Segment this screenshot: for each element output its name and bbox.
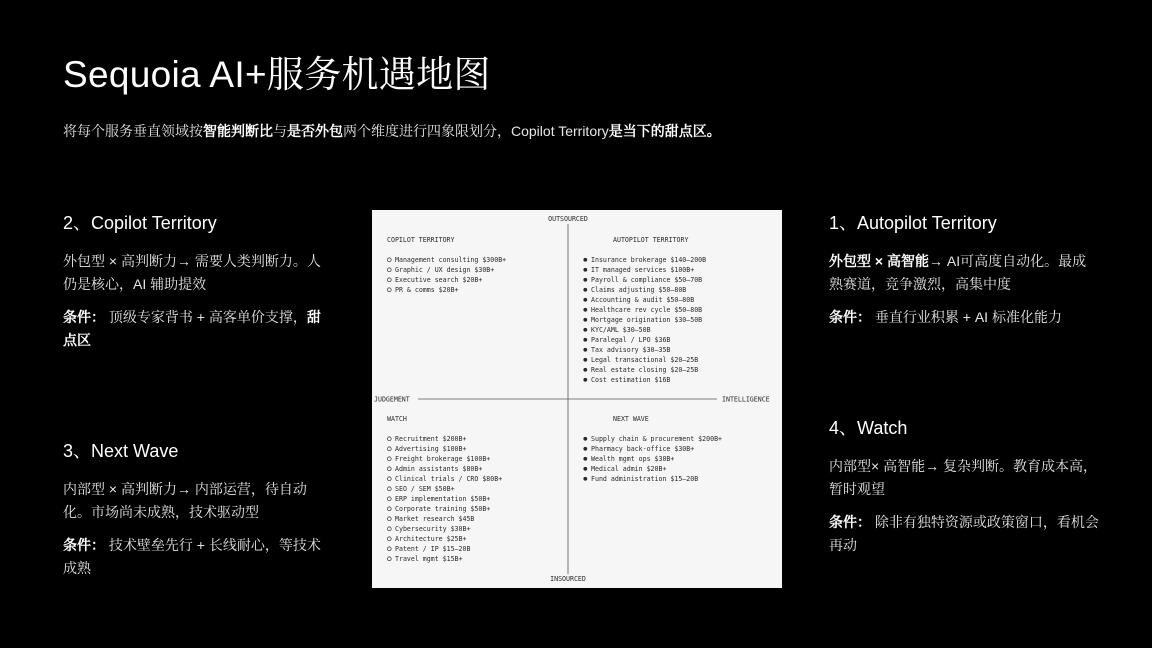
open-bullet-icon — [387, 547, 391, 551]
quadrant-item: Paralegal / LPO $36B — [591, 336, 671, 344]
axis-label-outsourced: OUTSOURCED — [548, 215, 588, 223]
subtitle-part: 是否外包 — [287, 123, 343, 139]
quadrant-item: Claims adjusting $50–80B — [591, 286, 687, 294]
autopilot-card — [829, 209, 1099, 329]
subtitle-part: 将每个服务垂直领域按 — [63, 123, 203, 139]
quadrant-item: Pharmacy back-office $30B+ — [591, 445, 695, 453]
open-bullet-icon — [387, 527, 391, 531]
page-title: Sequoia AI+服务机遇地图 — [63, 54, 491, 95]
nextwave-card — [63, 437, 333, 580]
filled-bullet-icon — [583, 378, 587, 382]
quadrant-title-top-left: COPILOT TERRITORY — [387, 236, 455, 244]
watch-heading: 4、Watch — [829, 418, 908, 438]
quadrant-item: Payroll & compliance $50–70B — [591, 276, 703, 284]
subtitle-part: 与 — [273, 123, 287, 139]
quadrant-svg — [372, 210, 782, 588]
quadrant-item: Medical admin $20B+ — [591, 465, 667, 473]
autopilot-heading: 1、Autopilot Territory — [829, 213, 997, 233]
filled-bullet-icon — [583, 258, 587, 262]
quadrant-item: Tax advisory $30–35B — [591, 346, 671, 354]
filled-bullet-icon — [583, 318, 587, 322]
filled-bullet-icon — [583, 298, 587, 302]
filled-bullet-icon — [583, 477, 587, 481]
filled-bullet-icon — [583, 447, 587, 451]
filled-bullet-icon — [583, 278, 587, 282]
axis-label-judgement: JUDGEMENT — [374, 395, 410, 404]
open-bullet-icon — [387, 258, 391, 262]
filled-bullet-icon — [583, 368, 587, 372]
open-bullet-icon — [387, 467, 391, 471]
subtitle-part: 两个维度进行四象限划分，Copilot Territory — [343, 123, 609, 139]
open-bullet-icon — [387, 477, 391, 481]
quadrant-item: Clinical trials / CRO $80B+ — [395, 475, 503, 483]
quadrant-item: Accounting & audit $50–80B — [591, 296, 695, 304]
quadrant-item: PR & comms $20B+ — [395, 286, 459, 294]
quadrant-item: Market research $45B — [395, 515, 475, 523]
open-bullet-icon — [387, 487, 391, 491]
quadrant-item: Real estate closing $20–25B — [591, 366, 699, 374]
copilot-heading: 2、Copilot Territory — [63, 213, 217, 233]
quadrant-item: ERP implementation $50B+ — [395, 495, 491, 503]
quadrant-item: Patent / IP $15–20B — [395, 545, 471, 553]
open-bullet-icon — [387, 537, 391, 541]
open-bullet-icon — [387, 497, 391, 501]
page-subtitle — [63, 121, 721, 141]
filled-bullet-icon — [583, 338, 587, 342]
quadrant-item: KYC/AML $30–50B — [591, 326, 651, 334]
quadrant-diagram — [372, 210, 782, 588]
quadrant-item: Architecture $25B+ — [395, 535, 467, 543]
filled-bullet-icon — [583, 268, 587, 272]
filled-bullet-icon — [583, 457, 587, 461]
quadrant-item: Healthcare rev cycle $50–80B — [591, 306, 703, 314]
quadrant-item: Cybersecurity $30B+ — [395, 525, 471, 533]
open-bullet-icon — [387, 507, 391, 511]
open-bullet-icon — [387, 268, 391, 272]
open-bullet-icon — [387, 557, 391, 561]
watch-card — [829, 414, 1099, 557]
watch-condition: 条件： 除非有独特资源或政策窗口，看机会再动 — [829, 514, 1099, 553]
quadrant-item: Fund administration $15–20B — [591, 475, 699, 483]
open-bullet-icon — [387, 288, 391, 292]
quadrant-item: Admin assistants $80B+ — [395, 465, 483, 473]
open-bullet-icon — [387, 447, 391, 451]
subtitle-part: 是当下的甜点区。 — [608, 123, 721, 139]
quadrant-item: Legal transactional $20–25B — [591, 356, 699, 364]
quadrant-item: Supply chain & procurement $200B+ — [591, 435, 723, 443]
quadrant-item: Mortgage origination $30–50B — [591, 316, 703, 324]
quadrant-item: Travel mgmt $15B+ — [395, 555, 463, 563]
filled-bullet-icon — [583, 288, 587, 292]
quadrant-item: Graphic / UX design $30B+ — [395, 266, 495, 274]
quadrant-item: Advertising $100B+ — [395, 445, 467, 453]
copilot-description: 外包型 × 高判断力→ 需要人类判断力。人仍是核心，AI 辅助提效 — [63, 253, 321, 292]
open-bullet-icon — [387, 457, 391, 461]
quadrant-item: Cost estimation $16B — [591, 376, 671, 384]
quadrant-item: SEO / SEM $50B+ — [395, 485, 455, 493]
quadrant-title-bottom-right: NEXT WAVE — [613, 415, 649, 423]
subtitle-part: 智能判断比 — [203, 123, 273, 139]
filled-bullet-icon — [583, 358, 587, 362]
filled-bullet-icon — [583, 348, 587, 352]
filled-bullet-icon — [583, 328, 587, 332]
quadrant-item: Wealth mgmt ops $30B+ — [591, 455, 675, 463]
nextwave-condition: 条件： 技术壁垒先行 + 长线耐心，等技术成熟 — [63, 537, 321, 576]
axis-label-insourced: INSOURCED — [550, 575, 586, 583]
quadrant-item: Corporate training $50B+ — [395, 505, 491, 513]
open-bullet-icon — [387, 437, 391, 441]
quadrant-title-bottom-left: WATCH — [387, 415, 407, 423]
copilot-card — [63, 209, 333, 352]
autopilot-condition: 条件： 垂直行业积累 + AI 标准化能力 — [829, 309, 1062, 325]
filled-bullet-icon — [583, 308, 587, 312]
watch-description: 内部型× 高智能→ 复杂判断。教育成本高，暂时观望 — [829, 458, 1097, 497]
quadrant-item: Management consulting $300B+ — [395, 256, 507, 264]
nextwave-description: 内部型 × 高判断力→ 内部运营，待自动化。市场尚未成熟，技术驱动型 — [63, 481, 307, 520]
quadrant-item: Recruitment $200B+ — [395, 435, 467, 443]
quadrant-item: Executive search $20B+ — [395, 276, 483, 284]
open-bullet-icon — [387, 278, 391, 282]
quadrant-title-top-right: AUTOPILOT TERRITORY — [613, 236, 689, 244]
quadrant-item: Insurance brokerage $140–200B — [591, 256, 707, 264]
copilot-condition: 条件： 顶级专家背书 + 高客单价支撑，甜点区 — [63, 309, 321, 348]
filled-bullet-icon — [583, 437, 587, 441]
axis-label-intelligence: INTELLIGENCE — [722, 395, 770, 404]
autopilot-description: 外包型 × 高智能→ AI可高度自动化。最成熟赛道，竞争激烈，高集中度 — [829, 253, 1087, 292]
quadrant-item: IT managed services $100B+ — [591, 266, 695, 274]
quadrant-item: Freight brokerage $100B+ — [395, 455, 491, 463]
open-bullet-icon — [387, 517, 391, 521]
nextwave-heading: 3、Next Wave — [63, 441, 179, 461]
filled-bullet-icon — [583, 467, 587, 471]
